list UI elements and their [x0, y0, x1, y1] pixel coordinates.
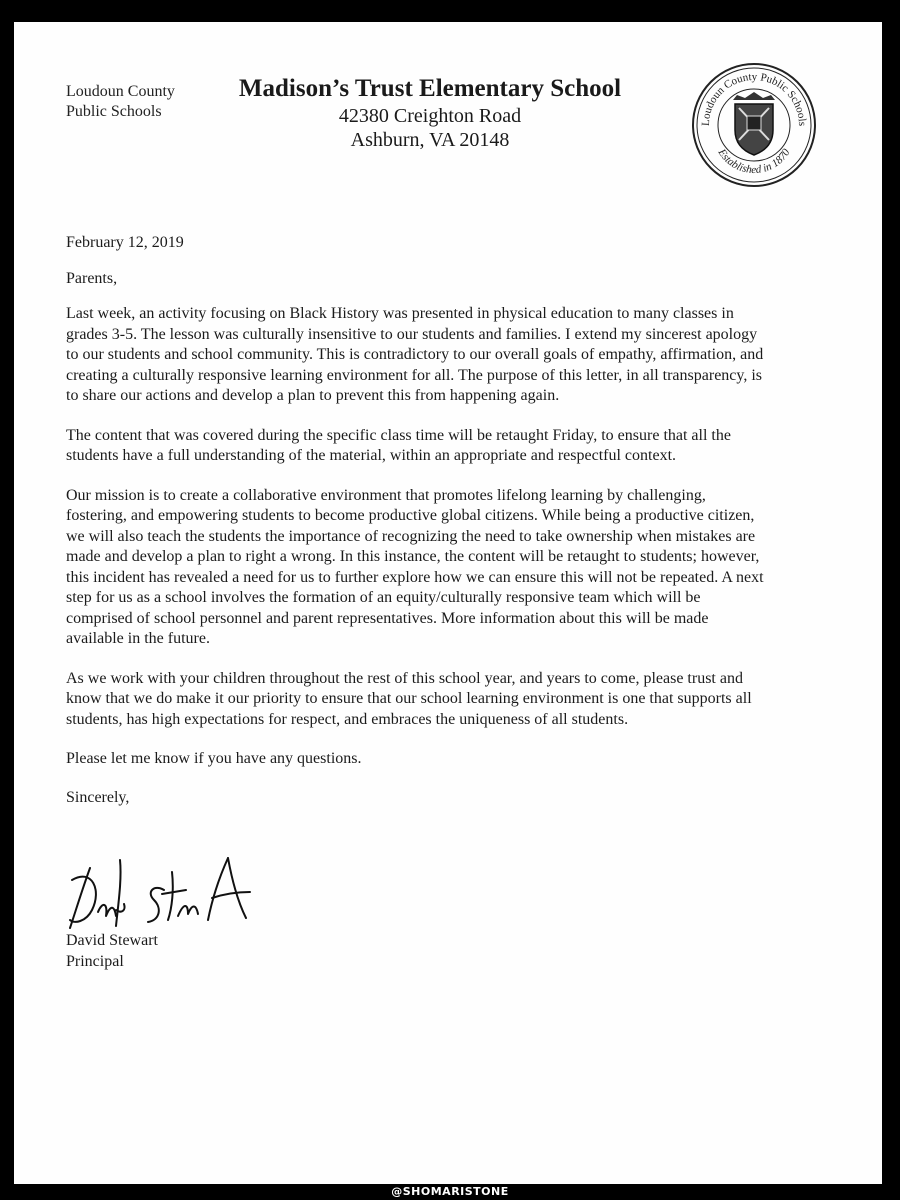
seal-crest-icon [733, 92, 775, 155]
paragraph-1: Last week, an activity focusing on Black History was presented in physical education to many classes in grades 3-5. The lesson was culturally insensitive to our students and families. I extend my sincerest apology to our students and school community. This is contradictory to our overall goals of empathy, affirmation, and creating a culturally responsive learning environment for all. The purpose of this letter, in all transparency, is to share our actions and develop a plan to prevent this from happening again. [66, 305, 764, 404]
signatory-name: David Stewart [66, 932, 158, 949]
paragraph-3: Our mission is to create a collaborative environment that promotes lifelong learning by challenging, fostering, and empowering students to become productive global citizens. While being a productive citizen, we will also teach the students the importance of recognizing the need to take ownership when mistakes are made and develop a plan to right a wrong. In this instance, the content will be retaught to students; however, this incident has revealed a need for us to further explore how we can ensure this will not be repeated. A next step for us as a school involves the formation of an equity/culturally responsive team which will be comprised of school personnel and parent representatives. More information about this will be made available in the future. [66, 486, 764, 647]
signature-block [66, 930, 158, 972]
district-seal-icon [689, 60, 819, 190]
address-line-1: 42380 Creighton Road [338, 105, 522, 127]
watermark-handle: @SHOMARISTONE [391, 1185, 509, 1198]
closing: Sincerely, [66, 788, 130, 806]
paragraph-2: The content that was covered during the specific class time will be retaught Friday, to ensure that all the students have a full understanding of the material, within an appropriate and respectful context. [66, 426, 731, 464]
district-line-1: Loudoun County [66, 83, 175, 100]
seal-top-text: Loudoun County Public Schools [699, 70, 809, 127]
letter-date: February 12, 2019 [66, 234, 184, 251]
seal-bottom-text: Established in 1870 [715, 146, 793, 177]
school-name: Madison’s Trust Elementary School [238, 75, 622, 102]
letter-body [66, 233, 766, 808]
address-line-2: Ashburn, VA 20148 [350, 129, 510, 151]
letterhead [215, 74, 645, 152]
paragraph-4: As we work with your children throughout the rest of this school year, and years to come, please trust and know that we do make it our priority to ensure that our school learning environment is one that supports all students, has high expectations for respect, and embraces the uniqueness of all students. [66, 669, 752, 728]
salutation: Parents, [66, 269, 118, 287]
district-name [66, 82, 175, 122]
handwritten-signature-icon [62, 850, 262, 935]
district-line-2: Public Schools [66, 103, 162, 120]
closing-question: Please let me know if you have any questions. [66, 750, 362, 767]
signatory-title: Principal [66, 953, 124, 970]
